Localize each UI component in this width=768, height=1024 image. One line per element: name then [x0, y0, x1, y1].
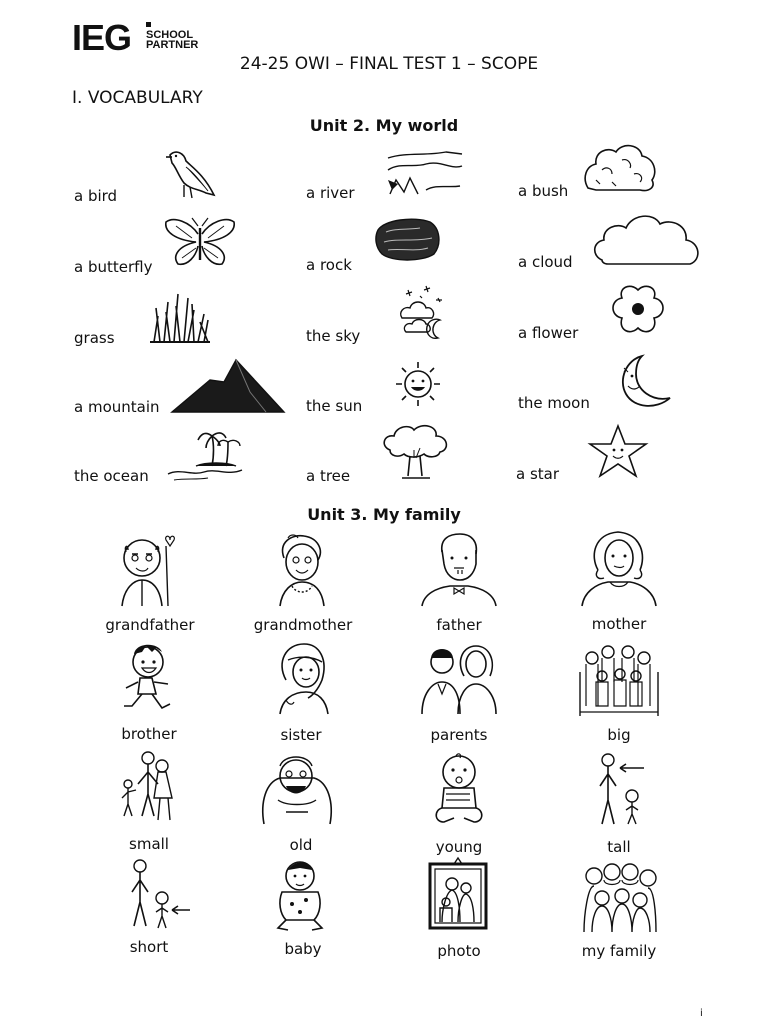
bird-icon — [162, 145, 218, 201]
word-ocean: the ocean — [74, 467, 149, 485]
sun-icon — [390, 360, 446, 408]
parents-icon — [420, 642, 498, 714]
ieg-logo: IEG — [72, 17, 132, 58]
grass-icon — [148, 288, 212, 344]
butterfly-icon — [162, 216, 238, 268]
logo-sub-partner: PARTNER — [146, 39, 199, 51]
old-icon — [256, 752, 338, 824]
young-icon — [430, 752, 488, 824]
family-label: my family — [581, 942, 657, 960]
family-label: tall — [607, 838, 631, 856]
word-tree: a tree — [306, 467, 351, 485]
word-star: a star — [516, 465, 560, 483]
small-icon — [118, 750, 178, 824]
family-label: mother — [591, 615, 647, 633]
section-title: I. VOCABULARY — [72, 88, 203, 108]
cloud-icon — [592, 212, 702, 270]
ocean-icon — [166, 428, 244, 482]
tall-icon — [590, 752, 648, 828]
grandmother-icon — [270, 532, 332, 606]
photo-icon — [426, 858, 490, 932]
logo-subtitle — [146, 22, 198, 50]
baby-icon — [268, 858, 332, 932]
family-label: photo — [437, 942, 481, 960]
family-label: grandfather — [105, 616, 195, 634]
family-label: old — [289, 836, 313, 854]
page-title: 24-25 OWI – FINAL TEST 1 – SCOPE — [239, 54, 539, 74]
word-rock: a rock — [306, 256, 352, 274]
family-label: father — [436, 616, 482, 634]
mountain-icon — [170, 358, 286, 414]
word-flower: a flower — [518, 324, 579, 342]
family-label: small — [129, 835, 169, 853]
flower-icon — [608, 282, 668, 340]
unit3-title: Unit 3. My family — [307, 505, 461, 524]
brother-icon — [118, 640, 176, 714]
logo-dot — [146, 22, 151, 27]
word-bush: a bush — [518, 182, 569, 200]
family-label: sister — [280, 726, 322, 744]
river-icon — [386, 150, 464, 196]
word-mountain: a mountain — [74, 398, 160, 416]
mother-icon — [578, 530, 660, 606]
word-sun: the sun — [306, 397, 363, 415]
unit2-title: Unit 2. My world — [309, 116, 459, 135]
grandfather-icon — [116, 532, 178, 606]
word-grass: grass — [74, 329, 115, 347]
family-label: young — [435, 838, 483, 856]
family-label: big — [607, 726, 631, 744]
word-river: a river — [306, 184, 355, 202]
tree-icon — [380, 422, 450, 480]
logo-sub-school: SCHOOL — [146, 29, 194, 41]
short-icon — [122, 858, 192, 930]
family-label: parents — [430, 726, 488, 744]
bush-icon — [582, 140, 658, 194]
father-icon — [420, 532, 498, 606]
word-cloud: a cloud — [518, 253, 573, 271]
big-family-icon — [578, 642, 660, 716]
family-label: baby — [284, 940, 322, 958]
sister-icon — [272, 640, 332, 714]
family-label: brother — [121, 725, 177, 743]
word-butterfly: a butterfly — [74, 258, 153, 276]
my-family-icon — [578, 862, 662, 932]
word-sky: the sky — [306, 327, 361, 345]
family-label: short — [129, 938, 169, 956]
sky-icon — [396, 284, 448, 344]
star-icon — [588, 424, 648, 478]
family-label: grandmother — [253, 616, 353, 634]
word-bird: a bird — [74, 187, 118, 205]
page-mark: i — [700, 1008, 703, 1019]
word-moon: the moon — [518, 394, 590, 412]
rock-icon — [374, 216, 442, 262]
moon-icon — [612, 352, 674, 410]
